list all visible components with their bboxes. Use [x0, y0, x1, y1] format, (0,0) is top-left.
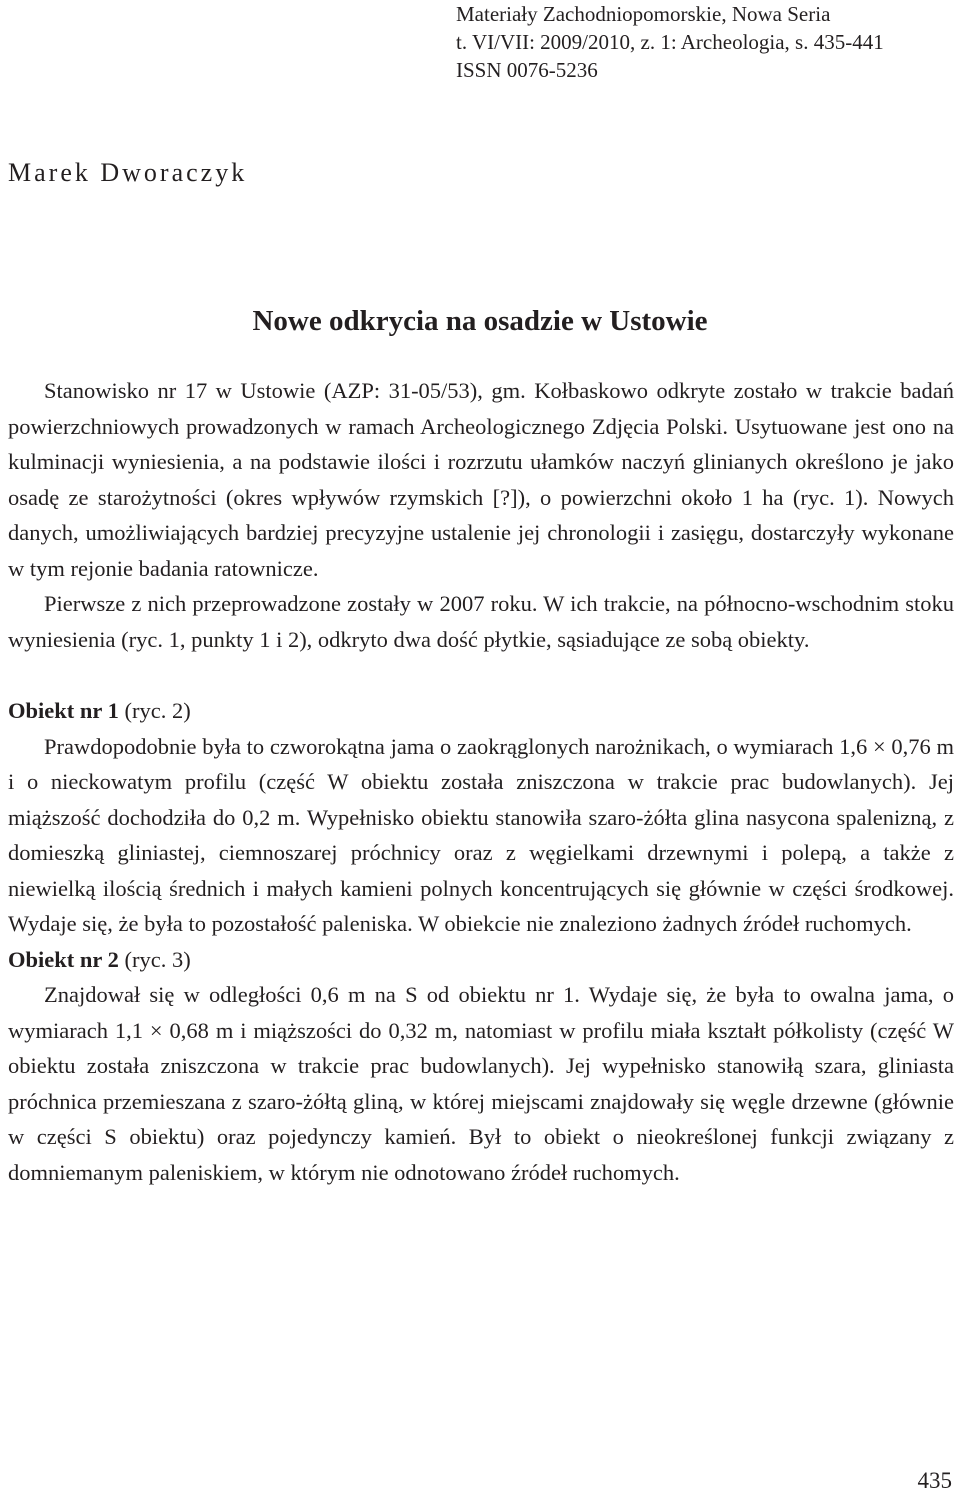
object-2-description: Znajdował się w odległości 0,6 m na S od obiektu nr 1. Wydaje się, że była to owalna jama, o wymiarach 1,1 × 0,68 m i miąższości do 0,32 m, natomiast w profilu miała kształt półkolisty (część W obiektu została zniszczona w trakcie prac budowlanych). Jej wypełnisko stanowiłą szara, gliniasta próchnica przemieszana z szaro-żółtą gliną, w której miejscami znajdowały się węgle drzewne (głównie w części S obiektu) oraz pojedynczy kamień. Był to obiekt o nieokreślonej funkcji związany z domniemanym paleniskiem, w którym nie odnotowano źródeł ruchomych.: [8, 982, 954, 1185]
object-2-figure-ref: (ryc. 3): [118, 946, 191, 972]
paragraph-second: Pierwsze z nich przeprowadzone zostały w 2007 roku. W ich trakcie, na północno-wschodnim stoku wyniesienia (ryc. 1, punkty 1 i 2), odkryto dwa dość płytkie, sąsiadujące ze sobą obiekty.: [8, 591, 954, 652]
paragraph-intro: Stanowisko nr 17 w Ustowie (AZP: 31-05/53), gm. Kołbaskowo odkryte zostało w trakcie badań powierzchniowych prowadzonych w ramach Archeologicznego Zdjęcia Polski. Usytuowane jest ono na kulminacji wyniesienia, a na podstawie ilości i rozrzutu ułamków naczyń glinianych określono je jako osadę ze starożytności (okres wpływów rzymskich [?]), o powierzchni około 1 ha (ryc. 1). Nowych danych, umożliwiających bardziej precyzyjne ustalenie jej chronologii i zasięgu, dostarczyły wykonane w tym rejonie badania ratownicze.: [8, 378, 954, 581]
object-1-label: Obiekt nr 1: [8, 698, 119, 723]
author-name: Marek Dworaczyk: [8, 158, 248, 187]
object-2-label: Obiekt nr 2: [8, 946, 119, 972]
journal-title-line: Materiały Zachodniopomorskie, Nowa Seria: [456, 2, 831, 26]
object-1-heading: [8, 693, 954, 729]
object-2-heading: [8, 942, 954, 978]
journal-header: [456, 0, 946, 84]
article-title: Nowe odkrycia na osadzie w Ustowie: [252, 305, 708, 337]
issn-line: ISSN 0076-5236: [456, 58, 598, 82]
object-1-description: Prawdopodobnie była to czworokątna jama o zaokrąglonych narożnikach, o wymiarach 1,6 × 0,76 m i o nieckowatym profilu (część W obiektu została zniszczona w trakcie prac budowlanych). Jej miąższość dochodziła do 0,2 m. Wypełnisko obiektu stanowiła szaro-żółta glina nasycona spalenizną, z domieszką gliniastej, ciemnoszarej próchnicy oraz z węgielkami drzewnymi i polepą, a także z niewielką ilością średnich i małych kamieni polnych koncentrujących się głównie w części środkowej. Wydaje się, że była to pozostałość paleniska. W obiekcie nie znaleziono żadnych źródeł ruchomych.: [8, 733, 954, 936]
section-gap: [8, 657, 954, 693]
object-1-figure-ref: (ryc. 2): [118, 698, 191, 723]
journal-volume-line: t. VI/VII: 2009/2010, z. 1: Archeologia, s. 435-441: [456, 30, 884, 54]
page-number: 435: [917, 1468, 952, 1493]
article-body: [8, 373, 954, 1190]
